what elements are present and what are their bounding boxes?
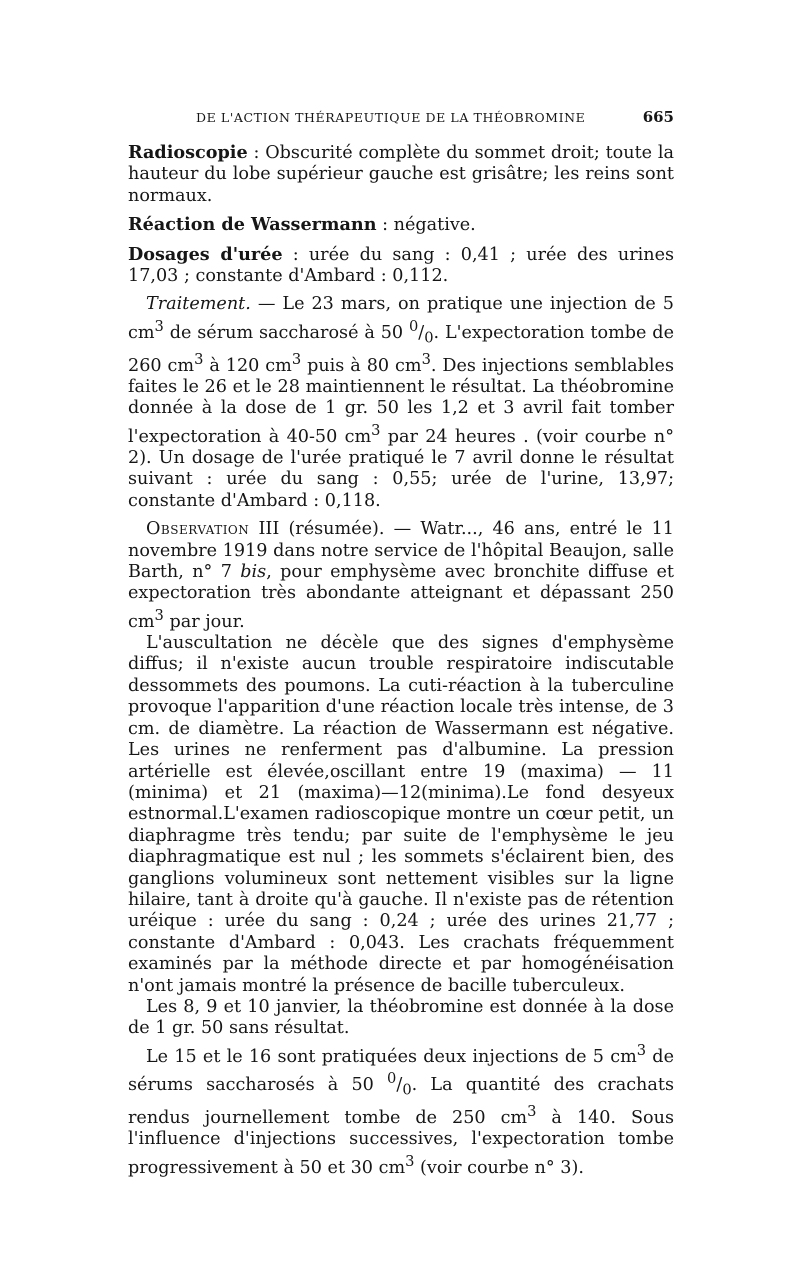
label-traitement: Traitement. [146, 294, 251, 315]
paragraph-auscultation: L'auscultation ne décèle que des signes d'emphysème diffus; il n'existe aucun trouble respiratoire indiscutable dessommets des poumons. La cuti-réaction à la tuberculine provoque l'apparition d'une réaction locale très intense, de 3 cm. de diamètre. La réaction de Wassermann est négative. Les urines ne renferment pas d'albumine. La pression artérielle est élevée,oscillant entre 19 (maxima) — 11 (minima) et 21 (maxima)—12(minima).Le fond desyeux estnormal.L'examen radioscopique montre un cœur petit, un diaphragme très tendu; par suite de l'emphysème le jeu diaphragmatique est nul ; les sommets s'éclairent bien, des ganglions volumineux sont nettement visibles sur la ligne hilaire, tant à droite qu'à gauche. Il n'existe pas de rétention uréique : urée du sang : 0,24 ; urée des urines 21,77 ; constante d'Ambard : 0,043. Les crachats fréquemment examinés par la méthode directe et par homogénéisation n'ont jamais montré la présence de bacille tuberculeux. [128, 633, 674, 996]
superscript: 3 [527, 1102, 537, 1120]
text-segment: Le 15 et le 16 sont pratiquées deux injections de 5 cm [146, 1046, 637, 1067]
superscript: 3 [421, 350, 431, 368]
superscript: 3 [291, 350, 302, 368]
superscript: 3 [371, 421, 381, 439]
text-segment: / [418, 322, 425, 343]
text-bis: bis [240, 562, 267, 582]
label-radioscopie: Radioscopie [128, 142, 248, 163]
text-segment: , pour emphysème avec bronchite diffuse et expectoration très abondante atteignant et dépassant 250 cm [128, 562, 674, 632]
running-header [128, 108, 674, 126]
paragraph-janvier: Les 8, 9 et 10 janvier, la théobromine est donnée à la dose de 1 gr. 50 sans résultat. [128, 996, 674, 1039]
text-wassermann: : négative. [376, 215, 476, 236]
superscript: 3 [194, 350, 204, 368]
superscript: 3 [154, 606, 164, 624]
superscript: 3 [636, 1041, 647, 1059]
paragraph-dosages [128, 244, 674, 288]
subscript: 0 [402, 1081, 412, 1099]
paragraph-observation [128, 519, 674, 633]
text-segment: . L'expectoration tombe de 260 cm [128, 322, 674, 376]
text-segment: puis à 80 cm [301, 355, 422, 376]
subscript: 0 [424, 329, 434, 347]
paragraph-radioscopie [128, 142, 674, 207]
running-title: DE L'ACTION THÉRAPEUTIQUE DE LA THÉOBROMINE [196, 110, 586, 125]
text-segment: par jour. [163, 611, 245, 632]
text-radioscopie: : Obscurité complète du sommet droit; toute la hauteur du lobe supérieur gauche est grisâtre; les reins sont normaux. [128, 143, 674, 206]
superscript: 3 [154, 317, 164, 335]
page-content [128, 108, 674, 1179]
text-segment: / [396, 1074, 403, 1095]
paragraph-wassermann [128, 214, 674, 236]
paragraph-injections [128, 1040, 674, 1179]
text-segment: de sérum saccharosé à 50 [163, 322, 409, 343]
superscript: 3 [405, 1152, 415, 1170]
text-segment: à 140. Sous l'influence d'injections successives, l'expectoration tombe progressivement à 50 et 30 cm [128, 1107, 674, 1178]
label-dosages: Dosages d'urée [128, 243, 283, 265]
text-segment: à 120 cm [203, 355, 292, 376]
text-segment: . Des injections semblables faites le 26 et le 28 maintiennent le résultat. La théobromine donnée à la dose de 1 gr. 50 les 1,2 et 3 avril fait tomber l'expectoration à 40-50 cm [128, 355, 674, 447]
text-segment: (voir courbe n° 3). [414, 1157, 584, 1178]
superscript: 0 [408, 317, 419, 335]
text-segment: — Le 23 mars, on pratique une injection de 5 cm [128, 294, 674, 343]
text-segment: de sérums saccharosés à 50 [128, 1046, 674, 1095]
page-number: 665 [642, 108, 674, 126]
paragraph-traitement [128, 294, 674, 512]
superscript: 0 [387, 1070, 397, 1088]
label-wassermann: Réaction de Wassermann [128, 214, 377, 236]
label-observation: Observation [146, 519, 250, 540]
text-segment: . La quantité des crachats rendus journellement tombe de 250 cm [128, 1074, 674, 1128]
text-segment: par 24 heures . (voir courbe n° 2). Un dosage de l'urée pratiqué le 7 avril donne le résultat suivant : urée du sang : 0,55; urée de l'urine, 13,97; constante d'Ambard : 0,118. [128, 426, 675, 511]
text-segment: III (résumée). — Watr..., 46 ans, entré le 11 novembre 1919 dans notre service de l'hôpital Beaujon, salle Barth, n° 7 [128, 519, 674, 582]
text-dosages: : urée du sang : 0,41 ; urée des urines 17,03 ; constante d'Ambard : 0,112. [128, 244, 675, 287]
